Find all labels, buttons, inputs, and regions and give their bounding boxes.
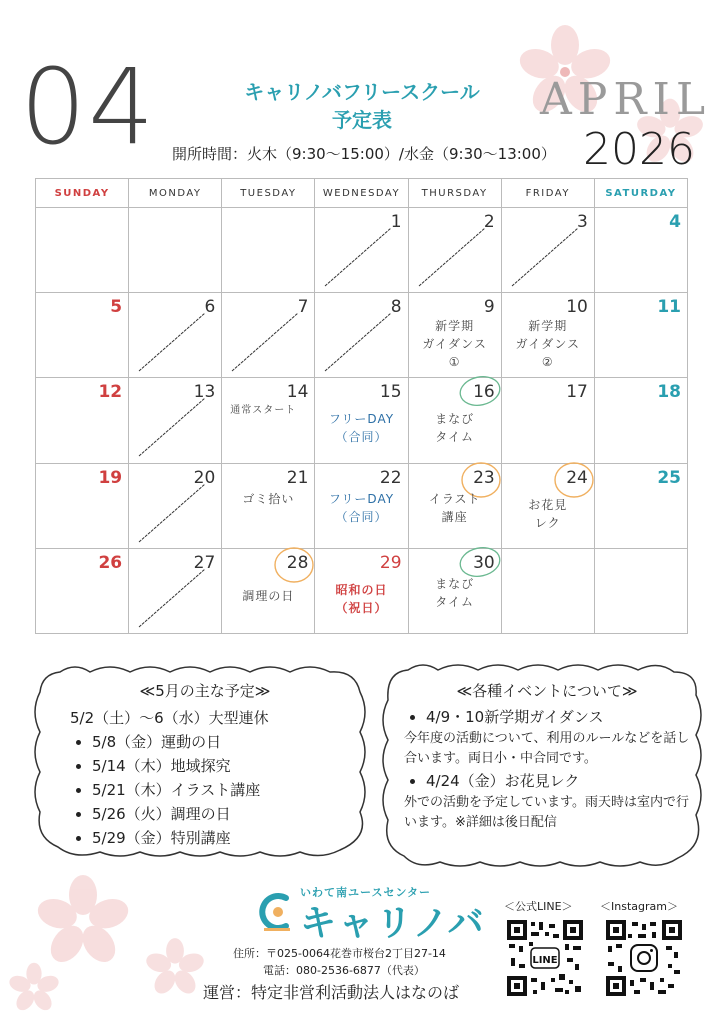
event-description: 今年度の活動について、利用のルールなどを話し合います。両日小・中合同です。 [404, 731, 690, 766]
weekday-saturday: SATURDAY [594, 179, 687, 208]
page-title: キャリノバフリースクール [244, 80, 480, 104]
day-number: 27 [193, 552, 216, 573]
calendar-cell-day-8 [315, 293, 408, 378]
calendar-cell-day-1 [315, 208, 408, 293]
may-schedule-list [70, 730, 340, 850]
logo-subtitle: いわて南ユースセンター [300, 886, 432, 899]
calendar-cell-day-6 [129, 293, 222, 378]
calendar-cell-day-27 [129, 548, 222, 633]
events-list-2 [404, 769, 690, 793]
calendar-cell-day-15 [315, 378, 408, 463]
calendar-cell-day-16 [408, 378, 501, 463]
calendar-cell-day-22 [315, 463, 408, 548]
logo-mark-icon [256, 890, 296, 934]
calendar-cell-day-3 [501, 208, 594, 293]
events-box [404, 680, 690, 833]
list-item: • 5/26（火）調理の日 [92, 802, 340, 826]
day-number: 6 [204, 297, 216, 318]
day-number: 22 [379, 467, 402, 488]
calendar-cell-day-17 [501, 378, 594, 463]
weekday-thursday: THURSDAY [408, 179, 501, 208]
day-number: 4 [669, 212, 681, 232]
list-item: • 5/14（木）地域探究 [92, 754, 340, 778]
calendar-week [36, 463, 688, 548]
calendar-cell-empty [501, 548, 594, 633]
calendar-week [36, 548, 688, 633]
calendar-cell-day-18 [594, 378, 687, 463]
line-logo-text: LINE [532, 955, 558, 966]
event-label: 調理の日 [242, 588, 295, 603]
calendar-grid [35, 178, 688, 634]
day-number: 26 [98, 552, 123, 573]
day-number: 15 [379, 382, 402, 403]
day-number: 13 [193, 382, 216, 403]
sakura-decoration-left [4, 960, 64, 1020]
calendar-week [36, 208, 688, 293]
day-number: 18 [657, 382, 681, 403]
instagram-qr-code[interactable] [604, 918, 684, 998]
day-number: 20 [193, 467, 216, 488]
weekday-wednesday: WEDNESDAY [315, 179, 408, 208]
day-number: 12 [98, 382, 123, 403]
list-item: • 4/9・10新学期ガイダンス [426, 705, 690, 729]
calendar-cell-day-20 [129, 463, 222, 548]
event-label: ゴミ拾い [242, 491, 295, 506]
calendar-cell-day-29 [315, 548, 408, 633]
day-number: 29 [379, 552, 402, 573]
weekday-tuesday: TUESDAY [222, 179, 315, 208]
day-number: 30 [473, 552, 495, 573]
day-number: 24 [566, 467, 588, 488]
day-number: 28 [286, 552, 309, 573]
month-number: 04 [20, 46, 157, 168]
event-label: フリーDAY （合同） [328, 412, 395, 445]
day-number: 19 [98, 467, 123, 488]
calendar-week [36, 378, 688, 463]
event-label: フリーDAY （合同） [328, 491, 395, 524]
instagram-label: ＜Instagram＞ [600, 900, 678, 913]
day-number: 21 [286, 467, 309, 488]
event-label: 昭和の日 （祝日） [335, 582, 388, 615]
calendar-cell-day-23 [408, 463, 501, 548]
event-label: お花見 レク [528, 497, 568, 530]
sakura-decoration-bottom-left-small [140, 935, 210, 1005]
may-schedule-lead: 5/2（土）～6（水）大型連休 [70, 709, 269, 727]
weekday-friday: FRIDAY [501, 179, 594, 208]
calendar-cell-empty [129, 208, 222, 293]
calendar-cell-day-28 [222, 548, 315, 633]
day-number: 17 [566, 382, 588, 403]
list-item: • 5/29（金）特別講座 [92, 826, 340, 850]
operator: 運営：特定非営利活動法人はなのば [203, 983, 460, 1002]
calendar-cell-day-25 [594, 463, 687, 548]
calendar-cell-empty [222, 208, 315, 293]
line-qr-code[interactable] [505, 918, 585, 998]
calendar-cell-empty [36, 208, 129, 293]
day-number: 9 [483, 297, 495, 318]
list-item: • 4/24（金）お花見レク [426, 769, 690, 793]
line-label: ＜公式LINE＞ [504, 900, 573, 913]
calendar-cell-day-2 [408, 208, 501, 293]
events-list-1 [404, 705, 690, 729]
calendar-cell-day-5 [36, 293, 129, 378]
opening-hours: 開所時間：火木（9:30～15:00）/水金（9:30～13:00） [172, 145, 556, 163]
day-number: 3 [577, 212, 588, 232]
day-number: 1 [390, 212, 402, 232]
event-description: 外での活動を予定しています。雨天時は室内で行います。※詳細は後日配信 [404, 795, 689, 830]
day-number: 14 [286, 382, 309, 403]
list-item: • 5/21（木）イラスト講座 [92, 778, 340, 802]
event-label: まなび タイム [435, 576, 475, 609]
calendar-cell-day-11 [594, 293, 687, 378]
day-number: 11 [657, 297, 681, 318]
day-number: 16 [473, 382, 495, 403]
logo-text: キャリノバ [300, 903, 486, 944]
events-title: ≪各種イベントについて≫ [456, 682, 638, 700]
day-number: 5 [110, 297, 123, 318]
calendar-cell-day-9 [408, 293, 501, 378]
weekday-monday: MONDAY [129, 179, 222, 208]
list-item: • 5/8（金）運動の日 [92, 730, 340, 754]
calendar-cell-day-13 [129, 378, 222, 463]
address: 住所：〒025-0064花巻市桜台2丁目27-14 [233, 947, 446, 960]
calendar-cell-day-19 [36, 463, 129, 548]
calendar-cell-day-30 [408, 548, 501, 633]
event-label: 新学期 ガイダンス ① [422, 319, 487, 370]
phone: 電話：080-2536-6877（代表） [263, 964, 425, 977]
day-number: 7 [297, 297, 309, 318]
event-label: 通常スタート [230, 405, 297, 417]
may-schedule-title: ≪5月の主な予定≫ [139, 682, 271, 700]
calendar-cell-day-24 [501, 463, 594, 548]
calendar-cell-empty [594, 548, 687, 633]
calendar-cell-day-21 [222, 463, 315, 548]
calendar-cell-day-14 [222, 378, 315, 463]
calendar-cell-day-10 [501, 293, 594, 378]
calendar-cell-day-12 [36, 378, 129, 463]
month-name: APRIL [540, 74, 712, 125]
day-number: 2 [483, 212, 495, 232]
weekday-header-row [36, 179, 688, 208]
page-subtitle: 予定表 [332, 108, 392, 132]
calendar-cell-day-7 [222, 293, 315, 378]
may-schedule-box [70, 680, 340, 850]
day-number: 10 [566, 297, 588, 318]
event-label: まなび タイム [435, 412, 475, 445]
event-label: 新学期 ガイダンス ② [515, 319, 580, 370]
day-number: 8 [390, 297, 402, 318]
calendar-cell-day-26 [36, 548, 129, 633]
calendar-week [36, 293, 688, 378]
year: 2026 [583, 124, 695, 175]
day-number: 23 [473, 467, 495, 488]
weekday-sunday: SUNDAY [36, 179, 129, 208]
day-number: 25 [657, 467, 681, 488]
calendar-cell-day-4 [594, 208, 687, 293]
event-label: イラスト 講座 [428, 491, 481, 524]
